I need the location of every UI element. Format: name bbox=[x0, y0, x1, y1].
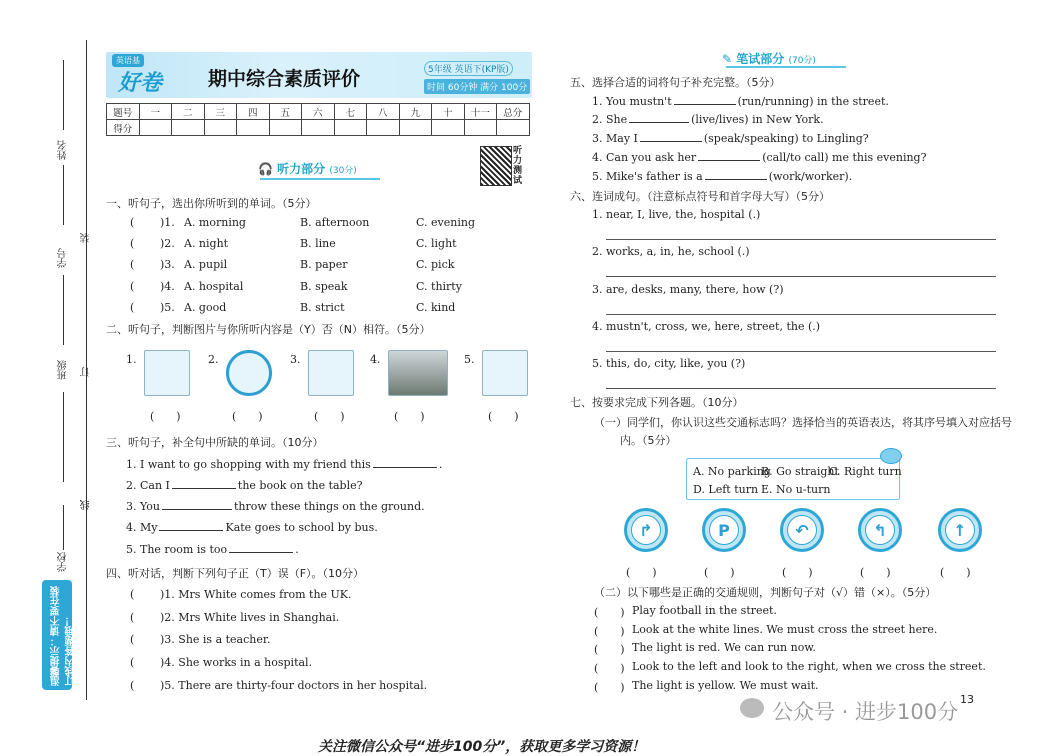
answer-blank bbox=[705, 169, 767, 180]
s1-option-a: A. morning bbox=[184, 216, 246, 229]
s6-item: 3. are, desks, many, there, how (?) bbox=[592, 283, 784, 296]
s1-option-a: A. good bbox=[184, 301, 227, 314]
s5-item-tail: (speak/speaking) to Lingling? bbox=[703, 132, 869, 145]
answer-line bbox=[606, 314, 996, 315]
s3-item-tail: the book on the table? bbox=[237, 479, 363, 492]
seal-1: 装 bbox=[81, 233, 92, 243]
s2-answer-paren: ( ) bbox=[488, 410, 519, 423]
score-cell[interactable] bbox=[367, 120, 400, 136]
planet-icon bbox=[880, 448, 902, 464]
s3-item-text: 4. My bbox=[126, 521, 158, 534]
grade-label: 5年级 英语下(KP版) bbox=[424, 61, 513, 76]
answer-line bbox=[606, 239, 996, 240]
s2-heading: 二、听句子，判断图片与你所听内容是（Y）否（N）相符。（5分） bbox=[106, 323, 431, 336]
name-label: 姓名 bbox=[58, 140, 69, 160]
answer-paren: ( bbox=[130, 280, 135, 293]
answer-paren: ( bbox=[130, 633, 135, 646]
sign-options-box bbox=[686, 458, 900, 500]
score-label: 得分 bbox=[107, 120, 140, 136]
answer-line bbox=[606, 351, 996, 352]
score-cell[interactable] bbox=[269, 120, 302, 136]
s3-item bbox=[126, 457, 442, 471]
score-cell[interactable] bbox=[399, 120, 432, 136]
listening-title-text: 听力部分 bbox=[277, 162, 326, 176]
s4-item: )4. She works in a hospital. bbox=[160, 656, 313, 669]
exam-title: 期中综合素质评价 bbox=[208, 68, 361, 90]
s3-heading: 三、听句子，补全句中所缺的单词。（10分） bbox=[106, 436, 324, 449]
promo-text: 关注微信公众号“进步100分”，获取更多学习资源！ bbox=[318, 739, 646, 755]
s5-item bbox=[592, 94, 889, 108]
rule-paren: ( ) bbox=[594, 625, 625, 638]
s1-option-c: C. evening bbox=[416, 216, 475, 229]
rule-item: Play football in the street. bbox=[632, 604, 777, 617]
header-banner bbox=[106, 52, 532, 98]
s5-item-text: 5. Mike's father is a bbox=[592, 170, 703, 183]
score-cell[interactable] bbox=[237, 120, 270, 136]
s7-answer-paren: ( ) bbox=[704, 566, 735, 579]
listening-points: (30分) bbox=[329, 166, 357, 176]
answer-paren: ( bbox=[130, 679, 135, 692]
brand-logo: 好卷 bbox=[118, 71, 163, 96]
tip-text: 温馨提示：请不要在装订线内答题哦！ bbox=[51, 586, 77, 686]
s2-num: 3. bbox=[290, 353, 301, 366]
s5-item bbox=[592, 112, 824, 126]
s6-item: 1. near, I, live, the, hospital (.) bbox=[592, 208, 761, 221]
s5-item-tail: (work/worker). bbox=[768, 170, 853, 183]
s5-item-text: 3. May I bbox=[592, 132, 638, 145]
s6-item: 5. this, do, city, like, you (?) bbox=[592, 357, 746, 370]
option-e: E. No u-turn bbox=[761, 483, 831, 496]
id-line bbox=[63, 275, 64, 345]
answer-blank bbox=[698, 150, 760, 161]
sign-face: ↱ bbox=[631, 515, 661, 545]
score-cell[interactable] bbox=[464, 120, 497, 136]
s3-item-tail: . bbox=[438, 458, 443, 471]
answer-paren: ( bbox=[130, 301, 135, 314]
answer-blank bbox=[640, 131, 702, 142]
s6-item: 2. works, a, in, he, school (.) bbox=[592, 245, 750, 258]
answer-line bbox=[606, 276, 996, 277]
school-line bbox=[63, 505, 64, 550]
score-cell[interactable] bbox=[172, 120, 205, 136]
s5-heading: 五、选择合适的词将句子补充完整。（5分） bbox=[570, 76, 781, 89]
qr-label: 听力测试 bbox=[513, 146, 523, 186]
score-value-row bbox=[107, 120, 530, 136]
sign-face: ↶ bbox=[787, 515, 817, 545]
s1-item-num: )3. bbox=[160, 258, 175, 271]
s2-num: 5. bbox=[464, 353, 475, 366]
answer-paren: ( bbox=[130, 258, 135, 271]
answer-paren: ( bbox=[130, 216, 135, 229]
writing-points: (70分) bbox=[788, 56, 816, 66]
answer-paren: ( bbox=[130, 611, 135, 624]
score-col-3: 三 bbox=[204, 104, 237, 120]
score-col-10: 十 bbox=[432, 104, 465, 120]
rule-paren: ( ) bbox=[594, 662, 625, 675]
s3-item bbox=[126, 478, 363, 492]
s3-item bbox=[126, 520, 378, 534]
rule-paren: ( ) bbox=[594, 643, 625, 656]
hospital-building-picture bbox=[482, 350, 528, 396]
writing-title-text: 笔试部分 bbox=[736, 52, 785, 66]
s4-item: )5. There are thirty-four doctors in her hospital. bbox=[160, 679, 428, 692]
s1-option-a: A. night bbox=[184, 237, 229, 250]
s5-item-text: 4. Can you ask her bbox=[592, 151, 697, 164]
score-col-1: 一 bbox=[139, 104, 172, 120]
s1-option-b: B. speak bbox=[300, 280, 348, 293]
score-cell[interactable] bbox=[334, 120, 367, 136]
s4-heading: 四、听对话，判断下列句子正（T）误（F）。（10分） bbox=[106, 567, 365, 580]
answer-line bbox=[606, 388, 996, 389]
s1-option-a: A. pupil bbox=[184, 258, 228, 271]
rule-paren: ( ) bbox=[594, 606, 625, 619]
score-col-5: 五 bbox=[269, 104, 302, 120]
rule-item: The light is red. We can run now. bbox=[632, 641, 816, 654]
option-b: B. Go straight bbox=[761, 465, 839, 478]
no-parking-sign-icon bbox=[702, 508, 746, 552]
sign-face: P bbox=[709, 515, 739, 545]
s3-item-text: 3. You bbox=[126, 500, 161, 513]
page-number: 13 bbox=[960, 693, 974, 706]
answer-blank bbox=[172, 478, 236, 489]
headphone-icon: 🎧 bbox=[258, 162, 273, 176]
s1-option-c: C. kind bbox=[416, 301, 456, 314]
answer-paren: ( bbox=[130, 237, 135, 250]
score-col-7: 七 bbox=[334, 104, 367, 120]
s1-item-num: )5. bbox=[160, 301, 175, 314]
s1-item-num: )4. bbox=[160, 280, 175, 293]
option-a: A. No parking bbox=[693, 465, 771, 478]
computer-student-picture bbox=[144, 350, 190, 396]
s5-item-tail: (run/running) in the street. bbox=[737, 95, 889, 108]
time-label: 时间 60分钟 满分 100分 bbox=[424, 79, 530, 94]
left-turn-sign-icon bbox=[858, 508, 902, 552]
score-header-row bbox=[107, 104, 530, 120]
option-c: C. Right turn bbox=[829, 465, 902, 478]
rule-paren: ( ) bbox=[594, 681, 625, 694]
s1-option-c: C. pick bbox=[416, 258, 455, 271]
rule-item: The light is yellow. We must wait. bbox=[632, 679, 819, 692]
s4-item: )3. She is a teacher. bbox=[160, 633, 271, 646]
s4-item: )1. Mrs White comes from the UK. bbox=[160, 588, 352, 601]
score-cell[interactable] bbox=[139, 120, 172, 136]
name-line bbox=[63, 60, 64, 130]
s2-answer-paren: ( ) bbox=[314, 410, 345, 423]
s1-item-num: )2. bbox=[160, 237, 175, 250]
brand-top: 英语基 bbox=[112, 54, 144, 67]
score-col-2: 二 bbox=[172, 104, 205, 120]
s7-part1: （一）同学们，你认识这些交通标志吗？选择恰当的英语表达，将其序号填入对应括号 bbox=[594, 416, 1012, 429]
pencil-icon: ✎ bbox=[722, 52, 733, 66]
school-label: 学校 bbox=[58, 552, 69, 572]
s6-item: 4. mustn't, cross, we, here, street, the (.) bbox=[592, 320, 821, 333]
score-cell[interactable] bbox=[204, 120, 237, 136]
s7-answer-paren: ( ) bbox=[860, 566, 891, 579]
class-label: 班级 bbox=[58, 360, 69, 380]
s1-item-num: )1. bbox=[160, 216, 175, 229]
no-parking-picture bbox=[226, 350, 272, 396]
s5-item bbox=[592, 150, 926, 164]
score-cell[interactable] bbox=[432, 120, 465, 136]
s2-num: 4. bbox=[370, 353, 381, 366]
s6-heading: 六、连词成句。（注意标点符号和首字母大写）（5分） bbox=[570, 190, 830, 203]
score-col-12: 总分 bbox=[497, 104, 530, 120]
score-col-0: 题号 bbox=[107, 104, 140, 120]
s5-item bbox=[592, 169, 852, 183]
seal-2: 订 bbox=[81, 367, 92, 377]
s5-item-tail: (call/to call) me this evening? bbox=[762, 151, 927, 164]
score-cell[interactable] bbox=[302, 120, 335, 136]
score-col-9: 九 bbox=[399, 104, 432, 120]
option-d: D. Left turn bbox=[693, 483, 759, 496]
s4-item: )2. Mrs White lives in Shanghai. bbox=[160, 611, 340, 624]
answer-blank bbox=[162, 499, 232, 510]
score-col-4: 四 bbox=[237, 104, 270, 120]
right-turn-sign-icon bbox=[624, 508, 668, 552]
answer-blank bbox=[159, 520, 223, 531]
s7-answer-paren: ( ) bbox=[626, 566, 657, 579]
s5-item-text: 1. You mustn't bbox=[592, 95, 672, 108]
s1-option-b: B. line bbox=[300, 237, 336, 250]
s2-answer-paren: ( ) bbox=[394, 410, 425, 423]
s3-item-tail: Kate goes to school by bus. bbox=[225, 521, 378, 534]
s1-option-b: B. paper bbox=[300, 258, 348, 271]
wechat-watermark: 公众号 · 进步100分 bbox=[772, 700, 959, 724]
s5-item-tail: (live/lives) in New York. bbox=[691, 113, 824, 126]
s7-part2: （二）以下哪些是正确的交通规则，判断句子对（√）错（×）。（5分） bbox=[594, 586, 937, 599]
answer-blank bbox=[229, 542, 293, 553]
s3-item-text: 5. The room is too bbox=[126, 543, 228, 556]
seal-3: 线 bbox=[81, 500, 92, 510]
writing-ribbon bbox=[726, 60, 846, 68]
score-col-11: 十一 bbox=[464, 104, 497, 120]
s3-item-text: 1. I want to go shopping with my friend this bbox=[126, 458, 371, 471]
s5-item bbox=[592, 131, 869, 145]
s5-item-text: 2. She bbox=[592, 113, 628, 126]
s1-option-c: C. light bbox=[416, 237, 457, 250]
name-line-2 bbox=[63, 165, 64, 225]
qr-code-icon bbox=[480, 146, 512, 186]
s2-num: 1. bbox=[126, 353, 137, 366]
s1-heading: 一、听句子，选出你所听到的单词。（5分） bbox=[106, 197, 317, 210]
tip-box bbox=[42, 580, 77, 690]
landscape-picture bbox=[388, 350, 448, 396]
s3-item bbox=[126, 499, 425, 513]
sign-face: ↑ bbox=[945, 515, 975, 545]
s2-answer-paren: ( ) bbox=[150, 410, 181, 423]
s7-part1b: 内。（5分） bbox=[620, 434, 677, 447]
id-label: 学号 bbox=[58, 248, 69, 268]
wechat-icon bbox=[740, 698, 764, 718]
answer-blank bbox=[373, 457, 437, 468]
s3-item-tail: . bbox=[295, 543, 299, 556]
s1-option-b: B. strict bbox=[300, 301, 345, 314]
answer-paren: ( bbox=[130, 588, 135, 601]
s1-option-c: C. thirty bbox=[416, 280, 462, 293]
score-col-8: 八 bbox=[367, 104, 400, 120]
s2-answer-paren: ( ) bbox=[232, 410, 263, 423]
s3-item bbox=[126, 542, 299, 556]
s3-item-text: 2. Can I bbox=[126, 479, 170, 492]
class-line bbox=[63, 392, 64, 482]
score-table bbox=[106, 103, 530, 136]
answer-blank bbox=[674, 94, 736, 105]
listening-ribbon bbox=[260, 172, 380, 180]
rule-item: Look to the left and look to the right, when we cross the street. bbox=[632, 660, 986, 673]
answer-blank bbox=[629, 112, 689, 123]
score-cell[interactable] bbox=[497, 120, 530, 136]
s7-heading: 七、按要求完成下列各题。（10分） bbox=[570, 396, 744, 409]
s7-answer-paren: ( ) bbox=[782, 566, 813, 579]
s1-option-b: B. afternoon bbox=[300, 216, 370, 229]
rule-item: Look at the white lines. We must cross the street here. bbox=[632, 623, 938, 636]
s3-item-tail: throw these things on the ground. bbox=[234, 500, 425, 513]
answer-paren: ( bbox=[130, 656, 135, 669]
school-desk-picture bbox=[308, 350, 354, 396]
score-col-6: 六 bbox=[302, 104, 335, 120]
s7-answer-paren: ( ) bbox=[940, 566, 971, 579]
sign-face: ↰ bbox=[865, 515, 895, 545]
s1-option-a: A. hospital bbox=[184, 280, 244, 293]
go-straight-sign-icon bbox=[938, 508, 982, 552]
no-u-turn-sign-icon bbox=[780, 508, 824, 552]
s2-num: 2. bbox=[208, 353, 219, 366]
